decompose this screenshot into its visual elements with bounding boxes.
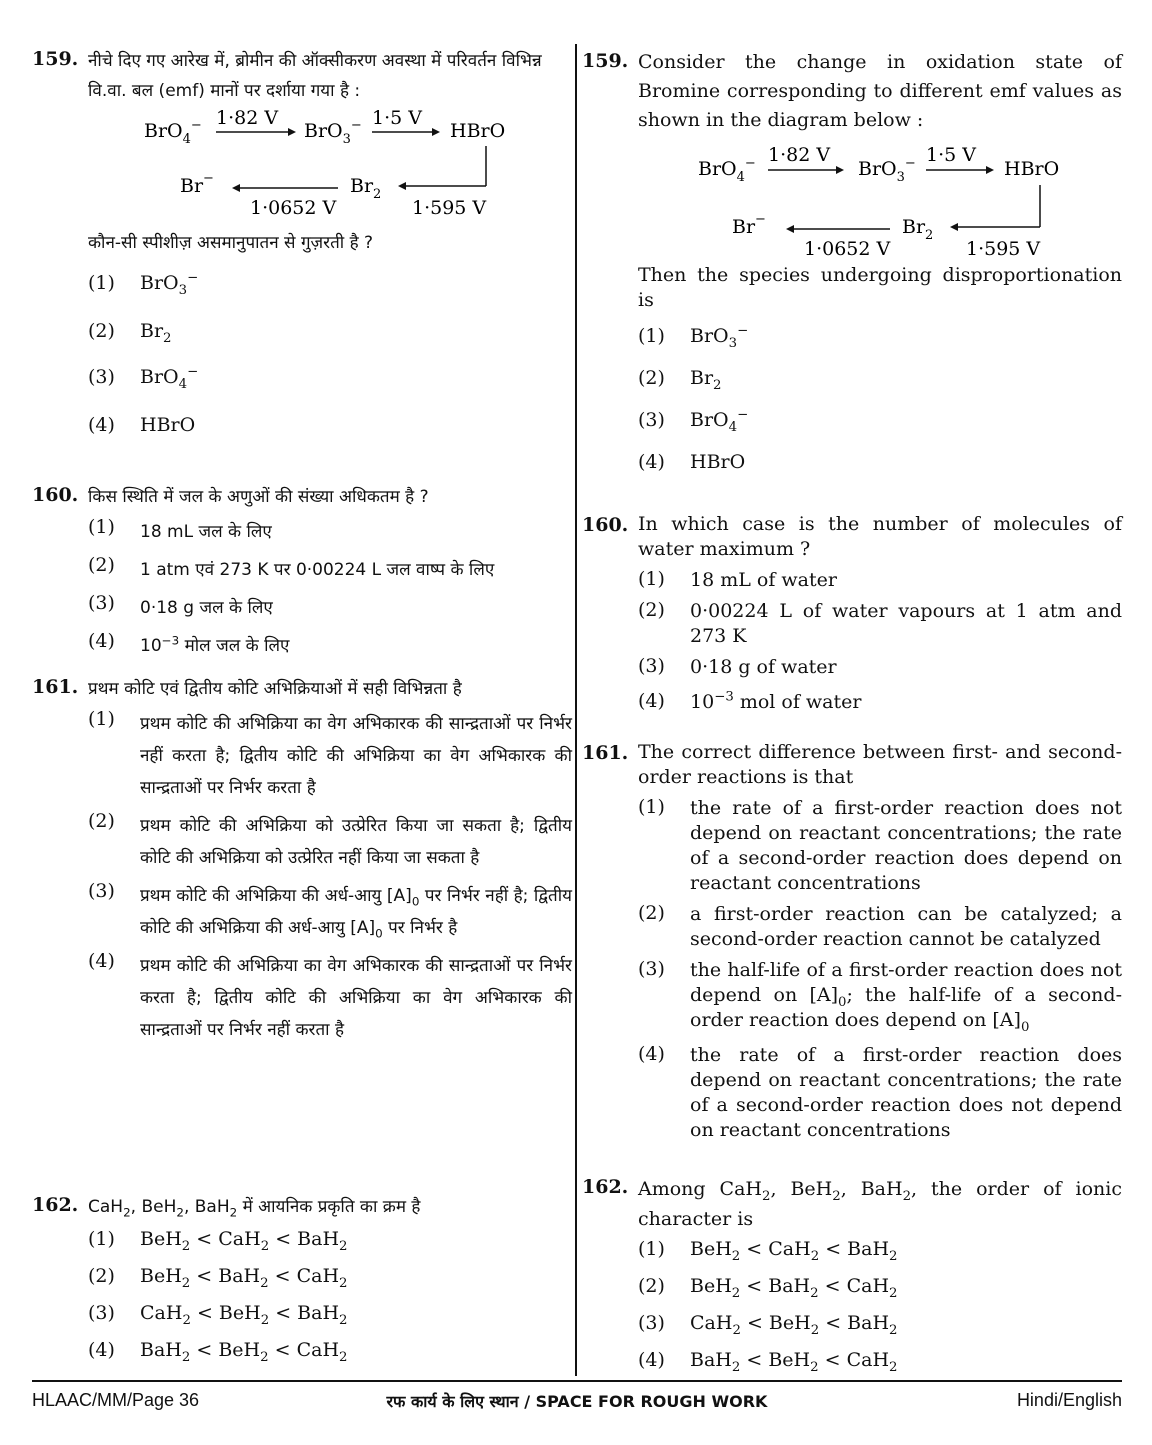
question-162-english (582, 1174, 1122, 1379)
option-3[interactable]: (3) 0·18 g जल के लिए (88, 592, 572, 630)
language-label: Hindi/English (1016, 1390, 1122, 1410)
emf-diagram (682, 135, 1122, 261)
emf-15: 1·5 V (372, 107, 422, 129)
species-hbro: HBrO (450, 120, 506, 142)
question-160-hindi (32, 482, 572, 668)
option-2[interactable]: (2) BeH$_2$ < BaH$_2$ < CaH$_2$ (638, 1275, 1122, 1312)
option-2[interactable]: (2) $Br_2$ (638, 367, 1122, 409)
options-list (638, 1238, 1122, 1379)
species-bro4: BrO$_4$− (144, 118, 202, 147)
options-list (88, 516, 572, 668)
question-text: नीचे दिए गए आरेख में, ब्रोमीन की ऑक्सीकरण अवस्था में परिवर्तन विभिन्न वि.वा. बल (emf) मानों पर दर्शाया गया है : (88, 51, 542, 101)
question-number: 161. (582, 742, 629, 764)
option-4[interactable]: (4) BaH$_2$ < BeH$_2$ < CaH$_2$ (638, 1349, 1122, 1379)
option-2[interactable]: (2) 0·00224 L of water vapours at 1 atm and 273 K (638, 599, 1122, 647)
question-number: 159. (32, 48, 79, 70)
option-text: HBrO (140, 414, 196, 436)
option-text: a first-order reaction can be catalyzed; a second-order reaction cannot be catalyzed (690, 903, 1122, 950)
option-1[interactable]: (1) BeH$_2$ < CaH$_2$ < BaH$_2$ (638, 1238, 1122, 1275)
footer-rule (32, 1380, 1122, 1382)
species-br-minus: Br− (180, 171, 214, 197)
question-number: 160. (582, 514, 629, 536)
option-text: 18 mL of water (690, 569, 837, 591)
option-4[interactable]: (4) HBrO (88, 414, 572, 444)
option-1[interactable]: (1) BrO$_3$− (88, 272, 572, 320)
option-text: BrO$_4$− (140, 364, 199, 392)
option-4[interactable]: (4) the rate of a first-order reaction does depend on reactant concentrations; the rate of a second-order reaction does not depend on reactant concentrations (638, 1043, 1122, 1141)
page-code: HLAAC/MM/Page 36 (32, 1390, 200, 1410)
option-3[interactable]: (3) CaH$_2$ < BeH$_2$ < BaH$_2$ (638, 1312, 1122, 1349)
options-list (88, 1228, 572, 1369)
question-text: Consider the change in oxidation state of Bromine corresponding to different emf values as shown in the diagram below : (638, 51, 1122, 131)
rough-work-label: रफ कार्य के लिए स्थान / SPACE FOR ROUGH WORK (386, 1392, 768, 1411)
question-prompt: Then the species undergoing disproportionation is (638, 264, 1122, 311)
option-1[interactable]: (1) the rate of a first-order reaction does not depend on reactant concentrations; the rate of a second-order reaction does depend on reactant concentrations (638, 796, 1122, 894)
option-4[interactable]: (4) प्रथम कोटि की अभिक्रिया का वेग अभिकारक की सान्द्रताओं पर निर्भर करता है; द्वितीय कोटि की अभिक्रिया का वेग अभिकारक की सान्द्रताओं पर निर्भर नहीं करता है (88, 950, 572, 1046)
option-4[interactable]: (4) $10^{-3}$ मोल जल के लिए (88, 630, 572, 668)
option-1[interactable]: (1) BrO$_3$− (638, 325, 1122, 367)
option-text: $Br_2$ (690, 367, 722, 393)
option-4[interactable]: (4) BaH$_2$ < BeH$_2$ < CaH$_2$ (88, 1339, 572, 1369)
option-4[interactable]: (4) $10^{-3}$ mol of water (638, 690, 1122, 715)
option-3[interactable]: (3) BrO$_4$− (88, 366, 572, 414)
species-hbro: HBrO (1004, 158, 1060, 180)
option-text: प्रथम कोटि की अभिक्रिया को उत्प्रेरित किया जा सकता है; द्वितीय कोटि की अभिक्रिया को उत्प्रेरित नहीं किया जा सकता है (140, 816, 572, 868)
option-3[interactable]: (3) प्रथम कोटि की अभिक्रिया की अर्ध-आयु $[A]_0$ पर निर्भर नहीं है; द्वितीय कोटि की अभिक्रिया की अर्ध-आयु $[A]_0$ पर निर्भर है (88, 880, 572, 944)
option-text: 1 atm एवं 273 K पर 0·00224 L जल वाष्प के लिए (140, 560, 495, 580)
question-161-hindi (32, 674, 572, 1046)
option-text: CaH$_2$ < BeH$_2$ < BaH$_2$ (690, 1312, 898, 1338)
option-3[interactable]: (3) the half-life of a first-order reaction does not depend on $[A]_0$; the half-life of a second-order reaction does depend on $[A]_0$ (638, 958, 1122, 1035)
option-text: BeH$_2$ < BaH$_2$ < CaH$_2$ (690, 1275, 898, 1301)
question-prompt: कौन-सी स्पीशीज़ असमानुपातन से गुज़रती है ? (88, 233, 374, 253)
option-text: BeH$_2$ < BaH$_2$ < CaH$_2$ (140, 1265, 348, 1291)
emf-1595: 1·595 V (412, 197, 487, 219)
option-2[interactable]: (2) प्रथम कोटि की अभिक्रिया को उत्प्रेरित किया जा सकता है; द्वितीय कोटि की अभिक्रिया को उत्प्रेरित नहीं किया जा सकता है (88, 810, 572, 874)
option-2[interactable]: (2) 1 atm एवं 273 K पर 0·00224 L जल वाष्प के लिए (88, 554, 572, 592)
option-text: $Br_2$ (140, 320, 172, 346)
option-2[interactable]: (2) a first-order reaction can be catalyzed; a second-order reaction cannot be catalyzed (638, 902, 1122, 950)
question-text: In which case is the number of molecules of water maximum ? (638, 513, 1122, 560)
option-1[interactable]: (1) 18 mL of water (638, 568, 1122, 593)
species-bro4: BrO$_4$− (698, 156, 756, 185)
question-159-english (582, 48, 1122, 481)
option-text: the rate of a first-order reaction does depend on reactant concentrations; the rate of a second-order reaction does not depend on reactant concentrations (690, 1044, 1122, 1141)
option-text: $10^{-3}$ mol of water (690, 689, 862, 713)
emf-182: 1·82 V (768, 144, 831, 166)
options-list (638, 325, 1122, 481)
option-text: BrO$_3$− (690, 323, 749, 351)
question-text: CaH$_2$, BeH$_2$, BaH$_2$ में आयनिक प्रकृति का क्रम है (88, 1197, 421, 1220)
question-number: 160. (32, 484, 79, 506)
option-1[interactable]: (1) 18 mL जल के लिए (88, 516, 572, 554)
option-text: 0·18 g of water (690, 656, 837, 678)
option-text: BrO$_4$− (690, 407, 749, 435)
option-4[interactable]: (4) HBrO (638, 451, 1122, 481)
option-text: BeH$_2$ < CaH$_2$ < BaH$_2$ (690, 1238, 898, 1264)
options-list (638, 568, 1122, 715)
question-number: 162. (32, 1194, 79, 1216)
question-text: Among CaH$_2$, BeH$_2$, BaH$_2$, the order of ionic character is (638, 1178, 1122, 1230)
option-text: BrO$_3$− (140, 270, 199, 298)
page-footer (32, 1390, 1122, 1414)
emf-15: 1·5 V (926, 144, 976, 166)
option-text: प्रथम कोटि की अभिक्रिया की अर्ध-आयु $[A]_0$ पर निर्भर नहीं है; द्वितीय कोटि की अभिक्रिया की अर्ध-आयु $[A]_0$ पर निर्भर है (140, 886, 573, 941)
option-3[interactable]: (3) BrO$_4$− (638, 409, 1122, 451)
option-text: BaH$_2$ < BeH$_2$ < CaH$_2$ (140, 1339, 348, 1365)
option-1[interactable]: (1) प्रथम कोटि की अभिक्रिया का वेग अभिकारक की सान्द्रताओं पर निर्भर नहीं करता है; द्वितीय कोटि की अभिक्रिया का वेग अभिकारक की सान्द्रताओं पर निर्भर करता है (88, 708, 572, 804)
option-text: 0·00224 L of water vapours at 1 atm and 273 K (690, 600, 1122, 647)
species-bro3: BrO$_3$− (858, 156, 916, 185)
question-161-english (582, 740, 1122, 1143)
species-br-minus: Br− (732, 212, 766, 238)
option-text: 0·18 g जल के लिए (140, 598, 273, 618)
option-text: CaH$_2$ < BeH$_2$ < BaH$_2$ (140, 1302, 348, 1328)
species-bro3: BrO$_3$− (304, 118, 362, 147)
options-list (638, 796, 1122, 1143)
options-list (88, 272, 572, 444)
option-text: प्रथम कोटि की अभिक्रिया का वेग अभिकारक की सान्द्रताओं पर निर्भर नहीं करता है; द्वितीय कोटि की अभिक्रिया का वेग अभिकारक की सान्द्रताओं पर निर्भर करता है (140, 714, 572, 798)
emf-1595: 1·595 V (966, 238, 1041, 260)
species-br2: $Br_2$ (902, 216, 934, 243)
question-162-hindi (32, 1192, 572, 1369)
option-1[interactable]: (1) BeH$_2$ < CaH$_2$ < BaH$_2$ (88, 1228, 572, 1265)
emf-diagram (88, 106, 572, 224)
option-2[interactable]: (2) $Br_2$ (88, 320, 572, 366)
options-list (88, 708, 572, 1046)
option-text: BeH$_2$ < CaH$_2$ < BaH$_2$ (140, 1228, 348, 1254)
emf-10652: 1·0652 V (250, 197, 337, 219)
question-text: प्रथम कोटि एवं द्वितीय कोटि अभिक्रियाओं में सही विभिन्नता है (88, 679, 462, 699)
question-159-hindi (32, 46, 572, 444)
question-text: किस स्थिति में जल के अणुओं की संख्या अधिकतम है ? (88, 487, 429, 507)
option-text: $10^{-3}$ मोल जल के लिए (140, 633, 290, 656)
option-3[interactable]: (3) CaH$_2$ < BeH$_2$ < BaH$_2$ (88, 1302, 572, 1339)
option-text: the rate of a first-order reaction does not depend on reactant concentrations; the rate of a second-order reaction does depend on reactant concentrations (690, 797, 1122, 894)
question-text: The correct difference between first- and second-order reactions is that (638, 741, 1122, 788)
species-br2: $Br_2$ (350, 175, 382, 202)
option-text: BaH$_2$ < BeH$_2$ < CaH$_2$ (690, 1349, 898, 1375)
option-text: the half-life of a first-order reaction does not depend on $[A]_0$; the half-life of a second-order reaction does depend on $[A]_0$ (690, 959, 1122, 1035)
column-divider (575, 44, 577, 1376)
emf-10652: 1·0652 V (804, 238, 891, 260)
option-text: प्रथम कोटि की अभिक्रिया का वेग अभिकारक की सान्द्रताओं पर निर्भर करता है; द्वितीय कोटि की अभिक्रिया का वेग अभिकारक की सान्द्रताओं पर निर्भर नहीं करता है (140, 956, 572, 1040)
option-text: 18 mL जल के लिए (140, 522, 272, 542)
question-number: 162. (582, 1176, 629, 1198)
question-number: 159. (582, 50, 629, 72)
question-160-english (582, 512, 1122, 715)
option-text: HBrO (690, 451, 746, 473)
question-number: 161. (32, 676, 79, 698)
option-2[interactable]: (2) BeH$_2$ < BaH$_2$ < CaH$_2$ (88, 1265, 572, 1302)
emf-182: 1·82 V (216, 107, 279, 129)
option-3[interactable]: (3) 0·18 g of water (638, 655, 1122, 680)
